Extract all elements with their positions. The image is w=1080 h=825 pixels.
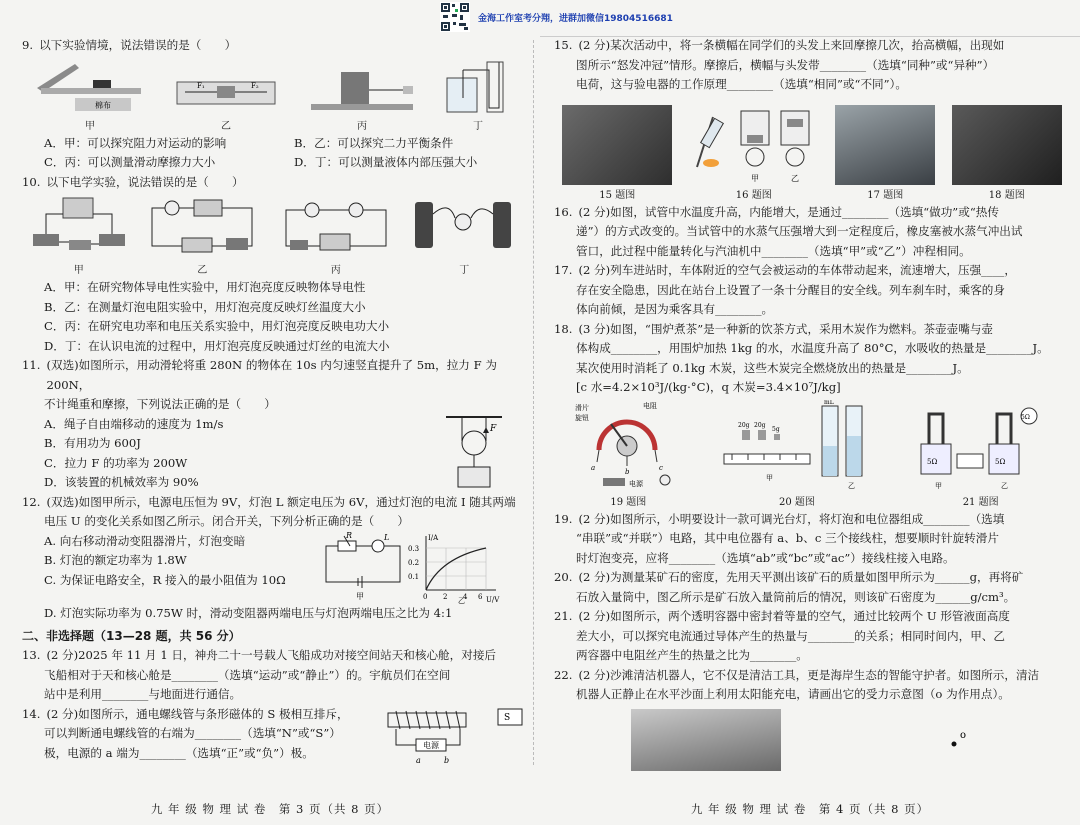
lamp-circuit-figure [322, 532, 404, 602]
figure-17 [835, 105, 935, 201]
q10-figure-yi [142, 194, 262, 276]
question-9 [22, 36, 526, 173]
figure-label: 甲 [73, 265, 84, 276]
question-stem: 以下电学实验，说法错误的是（ ） [46, 174, 244, 189]
figure-caption: 15 题图 [599, 189, 636, 201]
terminal-a-label: a [416, 755, 421, 765]
steam-engine-figure [689, 97, 819, 185]
cylinder-unit: mL [823, 399, 834, 406]
terminal-b-label: b [444, 755, 450, 765]
question-17 [554, 261, 1070, 320]
terminal-a: a [591, 463, 596, 472]
terminal-b: b [625, 467, 630, 476]
train-photo [835, 105, 935, 185]
question-line-2: 图所示“怒发冲冠”情形。摩擦后，横幅与头发带________（选填“同种”或“异种”） [576, 57, 995, 72]
joule-heat-figure [911, 400, 1051, 492]
robot-photo [631, 709, 781, 771]
question-stem-line-2: 不计绳重和摩擦，下列说法正确的是（ ） [44, 397, 276, 411]
ramp-cart-figure [35, 58, 145, 116]
question-number: 21. [554, 609, 573, 623]
question-stem-line-1: (双选)如图甲所示，电源电压恒为 9V，灯泡 L 额定电压为 6V，通过灯泡的电流 I 随其两端 [46, 494, 516, 509]
figure-21-yi: 乙 [1000, 481, 1008, 490]
figure-caption: 20 题图 [779, 496, 815, 508]
question-16 [554, 203, 1070, 262]
option-c: C．拉力 F 的功率为 200W [44, 455, 188, 470]
question-19 [554, 510, 1070, 569]
question-number: 18. [554, 321, 573, 336]
figure-20-yi: 乙 [847, 481, 855, 490]
figure-21-jia: 甲 [934, 481, 942, 490]
figure-15 [562, 105, 672, 201]
question-20 [554, 568, 1070, 607]
figure-label: 丁 [473, 120, 483, 132]
question-line-4: [c 水=4.2×10³J/(kg·°C)，q 木炭=3.4×10⁷J/kg] [576, 380, 841, 394]
page-footer: 九 年 级 物 理 试 卷 第 3 页（共 8 页） [150, 802, 390, 816]
cloth-label: 棉布 [95, 100, 111, 110]
figure-label-yi: 乙 [458, 596, 465, 604]
figure-16 [689, 97, 819, 201]
question-line-1: (2 分)为测量某矿石的密度，先用天平测出该矿石的质量如图甲所示为______g，再将矿 [578, 570, 1024, 584]
option-a: A．甲：在研究物体导电性实验中，用灯泡亮度反映物体导电性 [44, 280, 366, 294]
question-18 [554, 320, 1070, 398]
question-line-3: 电荷，这与验电器的工作原理________（选填“相同”或“不同”）。 [576, 77, 907, 91]
q10-figures [22, 194, 526, 276]
page-footer: 九 年 级 物 理 试 卷 第 4 页（共 8 页） [690, 802, 930, 816]
resistor-label: 5Ω [994, 457, 1005, 466]
question-stem: 以下实验情境，说法错误的是（ ） [39, 38, 237, 52]
question-line-3: 体向前倾，是因为乘客具有________。 [576, 302, 774, 316]
two-force-balance-figure [171, 68, 281, 116]
question-line-1: (2 分)列车进站时，车体附近的空气会被运动的车体带动起来，流速增大，压强____， [578, 263, 1016, 277]
question-line-3: 某次使用时消耗了 0.1kg 木炭，这些木炭完全燃烧放出的热量是________J。 [576, 360, 969, 375]
option-d: D．该装置的机械效率为 90% [44, 475, 199, 489]
friction-block-figure [307, 68, 417, 116]
resistor-label: 5Ω [926, 457, 937, 466]
tea-stove-photo [952, 105, 1062, 185]
question-number: 22. [554, 667, 573, 682]
graph-xtick: 6 [478, 592, 483, 601]
option-b: B．有用功为 600J [44, 436, 141, 450]
graph-xtick: 0 [423, 592, 428, 601]
question-line-2: 递”）的方式改变的。当试管中的水蒸气压强增大到一定程度后，橡皮塞被水蒸气冲出试 [576, 224, 1023, 238]
banner-photo [562, 105, 672, 185]
question-number: 16. [554, 204, 573, 219]
solenoid-figure [386, 705, 526, 769]
source-label: 电源 [423, 740, 439, 750]
question-line-1: (2 分)2025 年 11 月 1 日，神舟二十一号载人飞船成功对接空间站天和核心舱，对接后 [46, 648, 497, 662]
action-point-label: o [959, 729, 966, 741]
action-point-figure [934, 720, 994, 760]
question-10 [22, 173, 526, 357]
question-line-2: 差大小，可以探究电流通过导体产生的热量与________的关系；相同时间内，甲、乙 [576, 628, 1005, 643]
graph-ytick: 0.3 [408, 544, 420, 553]
option-b: B．乙：可以探究二力平衡条件 [294, 135, 454, 150]
wire-label: 电阻 [643, 401, 658, 410]
question-line-1: (2 分)如图，试管中水温度升高，内能增大，是通过________（选填“做功”或“热传 [578, 204, 999, 219]
figure-caption: 21 题图 [962, 496, 999, 508]
question-number: 19. [554, 511, 573, 526]
question-line-3: 两容器中电阻丝产生的热量之比为________。 [576, 648, 808, 662]
lamp-label: L [384, 532, 390, 542]
balance-cylinder-figure [722, 400, 872, 492]
option-b: B. 灯泡的额定功率为 1.8W [44, 553, 187, 567]
question-line-1: (2 分)如图所示，两个透明容器中密封着等量的空气，通过比较两个 U 形管液面高度 [578, 609, 1010, 623]
figure-caption: 17 题图 [867, 189, 904, 201]
figures-15-18 [554, 97, 1070, 201]
figure-18 [952, 105, 1062, 201]
question-number: 15. [554, 38, 573, 52]
graph-ytick: 0.1 [408, 572, 420, 581]
iu-graph-figure [404, 532, 500, 604]
figure-label: 乙 [221, 120, 231, 132]
question-number: 12. [22, 494, 41, 509]
question-line-2: 可以判断通电螺线管的右端为________（选填“N”或“S”） [44, 726, 341, 740]
header-banner-text: 金海工作室考分翔，进群加微信19804516681 [478, 13, 673, 24]
question-line-1: (2 分)沙滩清洁机器人，它不仅是清洁工具，更是海岸生态的智能守护者。如图所示，清洁 [578, 667, 1040, 682]
slider-label: 滑片 [575, 403, 590, 412]
pressure-gauge-figure [443, 58, 513, 116]
question-line-3: 管口，此过程中能量转化与汽油机中________（选填“甲”或“乙”）冲程相同。 [576, 243, 971, 258]
question-line-1: (2 分)如图所示，通电螺线管与条形磁体的 S 极相互排斥， [46, 706, 349, 721]
graph-ytick: 0.2 [408, 558, 420, 567]
question-line-1: (2 分)如图所示，小明要设计一款可调光台灯，将灯泡和电位器组成________（选填 [578, 511, 1005, 526]
figure-caption: 16 题图 [735, 189, 772, 201]
figure-label: 丙 [357, 120, 367, 132]
q9-figures [22, 58, 526, 132]
magnet-s-label: S [504, 712, 511, 723]
question-line-2: 机器人正静止在水平沙面上利用太阳能充电，请画出它的受力示意图（o 为作用点）。 [576, 687, 1010, 701]
figure-16-sub-jia: 甲 [750, 173, 759, 183]
q10-figure-jia [29, 194, 129, 276]
question-line-2: “串联”或“并联”）电路，其中电位器有 a、b、c 三个接线柱，想要顺时针旋转滑片 [576, 531, 999, 545]
option-a: A. 向右移动滑动变阻器滑片，灯泡变暗 [44, 533, 246, 548]
figure-caption: 19 题图 [610, 496, 647, 508]
option-d: D．丁：可以测量液体内部压强大小 [294, 155, 478, 169]
resistor-label: 5Ω [1020, 413, 1030, 421]
option-a: A．绳子自由端移动的速度为 1m/s [44, 416, 224, 431]
pulley-figure [442, 415, 512, 491]
question-line-1: (3 分)如图，“围炉煮茶”是一种新的饮茶方式，采用木炭作为燃料。茶壶壶嘴与壶 [578, 321, 994, 336]
q9-figure-ding [443, 58, 513, 132]
force-label: F [490, 423, 497, 434]
terminal-c: c [659, 463, 664, 472]
q10-figure-bing [276, 194, 396, 276]
weight-label: 5g [771, 425, 780, 433]
power-label: 电源 [629, 479, 644, 488]
figure-caption: 18 题图 [988, 189, 1025, 201]
q9-figure-bing [307, 68, 417, 132]
graph-xtick: 4 [463, 592, 468, 601]
question-line-2: 飞船相对于天和核心舱是________（选填“运动”或“静止”）的。宇航员们在空间 [44, 667, 451, 682]
figure-label: 丙 [330, 265, 341, 276]
option-c: C．丙：在研究电功率和电压关系实验中，用灯泡亮度反映电功大小 [44, 319, 390, 333]
question-number: 20. [554, 570, 573, 584]
weight-label: 20g [753, 421, 766, 429]
question-21 [554, 607, 1070, 666]
question-number: 14. [22, 706, 41, 721]
svg-text:F₁: F₁ [197, 81, 205, 90]
binding-margin [533, 40, 540, 765]
power-voltage-circuit-figure [276, 194, 396, 260]
question-line-3: 时灯泡变亮，应将________（选填“ab”或“bc”或“ac”）接线柱接入电路。 [576, 550, 955, 565]
figures-19-21 [554, 400, 1070, 508]
graph-xlabel: U/V [486, 595, 500, 604]
figure-label: 甲 [85, 120, 95, 132]
figure-20-jia: 甲 [765, 473, 773, 482]
figure-label: 丁 [459, 265, 470, 276]
question-line-2: 存在安全隐患，因此在站台上设置了一条十分醒目的安全线。列车刹车时，乘客的身 [576, 282, 1005, 297]
resistor-label: R [346, 531, 353, 540]
svg-text:F₂: F₂ [251, 81, 259, 90]
question-line-3: 极，电源的 a 端为________（选填“正”或“负”）极。 [44, 745, 314, 760]
q9-figure-yi [171, 68, 281, 132]
figure-19 [573, 400, 683, 508]
weight-label: 20g [737, 421, 750, 429]
question-line-1: (2 分)某次活动中，将一条横幅在同学们的头发上来回摩擦几次，抬高横幅，出现如 [578, 38, 1005, 52]
question-number: 10. [22, 174, 41, 189]
question-15 [554, 36, 1070, 95]
current-battery-figure [409, 194, 519, 260]
question-11 [22, 356, 526, 493]
option-b: B．乙：在测量灯泡电阻实验中，用灯泡亮度反映灯丝温度大小 [44, 299, 366, 314]
option-c: C．丙：可以测量滑动摩擦力大小 [44, 155, 216, 169]
figure-20 [722, 400, 872, 508]
figure-21 [911, 400, 1051, 508]
section-heading: 二、非选择题（13—28 题，共 56 分） [22, 629, 241, 643]
question-number: 17. [554, 263, 573, 277]
question-12 [22, 493, 526, 624]
q9-options [22, 134, 526, 173]
graph-xtick: 2 [443, 592, 448, 601]
question-line-2: 体构成________，用围炉加热 1kg 的水，水温度升高了 80°C，水吸收的热量是________J。 [576, 341, 1049, 355]
option-d: D．丁：在认识电流的过程中，用灯泡亮度反映通过灯丝的电流大小 [44, 338, 390, 353]
question-line-2: 石放入量筒中，图乙所示是矿石放入量筒前后的情况，则该矿石密度为______g/cm³。 [576, 589, 1016, 604]
question-14 [22, 705, 526, 769]
question-number: 13. [22, 648, 41, 662]
q9-figure-jia [35, 58, 145, 132]
figure-16-sub-yi: 乙 [790, 173, 799, 183]
bulb-resistance-circuit-figure [142, 194, 262, 260]
question-line-3: 站中是利用________与地面进行通信。 [44, 687, 242, 701]
page-4 [540, 0, 1080, 825]
option-a: A．甲：可以探究阻力对运动的影响 [44, 135, 227, 150]
q10-figure-ding [409, 194, 519, 276]
question-number: 9. [22, 38, 34, 52]
knob-label: 旋钮 [575, 413, 590, 422]
potentiometer-figure [573, 400, 683, 492]
graph-ylabel: I/A [428, 533, 439, 542]
conductivity-circuit-figure [29, 194, 129, 260]
question-stem-line-1: (双选)如图所示，用动滑轮将重 280N 的物体在 10s 内匀速竖直提升了 5m，拉力 F 为 200N， [46, 358, 497, 392]
question-number: 11. [22, 358, 41, 372]
question-13 [22, 646, 526, 705]
question-stem-line-2: 电压 U 的变化关系如图乙所示。闭合开关，下列分析正确的是（ ） [44, 514, 409, 528]
option-d: D. 灯泡实际功率为 0.75W 时，滑动变阻器两端电压与灯泡两端电压之比为 4:1 [44, 605, 453, 620]
figure-label-jia: 甲 [356, 591, 364, 601]
question-22 [554, 666, 1070, 771]
figure-label: 乙 [197, 265, 208, 276]
option-c: C. 为保证电路安全，R 接入的最小阻值为 10Ω [44, 572, 286, 587]
